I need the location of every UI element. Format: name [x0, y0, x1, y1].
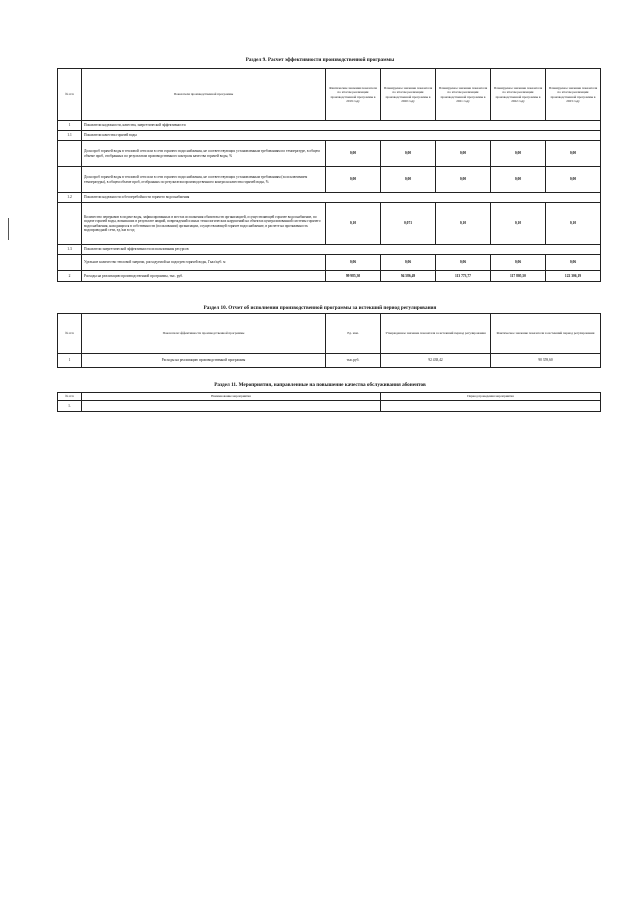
row-section-title: Показатели энергетической эффективности использования ресурсов	[82, 245, 601, 255]
row-num: 1.1	[58, 131, 82, 141]
table-row	[58, 271, 601, 282]
row-section-title: Показатели надежности, качества, энергетической эффективности	[82, 121, 601, 131]
table-row	[58, 255, 601, 271]
value-2020: 94 586,49	[381, 271, 436, 282]
row-indicator: Доля проб горячей воды в тепловой сети или в сети горячего водоснабжения, не соответствующих установленным требованиям (за исключением температуры), в общем объеме проб, отобранных по результатам производственного контроля качества горячей воды, %	[82, 167, 326, 193]
value-actual: 90 359,60	[491, 354, 601, 368]
value-2021: 113 773,77	[436, 271, 491, 282]
row-section-title: Показатели надежности и бесперебойности горячего водоснабжения	[82, 193, 601, 203]
header-name: Показатели эффективности производственной программы	[82, 314, 326, 354]
header-row	[58, 314, 601, 354]
value-2023: 122 306,19	[546, 271, 601, 282]
table-row	[58, 245, 601, 255]
value-2019: 0,00	[326, 167, 381, 193]
row-num: 2	[58, 271, 82, 282]
header-approved: Утвержденное значение показателя за истекший период регулирования	[381, 314, 491, 354]
value-2023: 0,06	[546, 255, 601, 271]
row-num	[58, 167, 82, 193]
row-num: 1.	[58, 401, 82, 412]
value-2019: 0,00	[326, 141, 381, 167]
table-row	[58, 141, 601, 167]
table-row	[58, 167, 601, 193]
header-name: Показатели производственной программы	[82, 69, 326, 121]
row-num: 1	[58, 121, 82, 131]
table-row	[58, 121, 601, 131]
header-2020: Планируемое значение показателя по итогам реализации производственной программы в 2020 году	[381, 69, 436, 121]
service-quality-table	[57, 392, 601, 412]
header-2022: Планируемое значение показателя по итогам реализации производственной программы в 2022 году	[491, 69, 546, 121]
value-2022: 117 805,50	[491, 271, 546, 282]
header-row	[58, 69, 601, 121]
value-2021: 0,10	[436, 203, 491, 245]
value-approved: 92 438,42	[381, 354, 491, 368]
table-row	[58, 354, 601, 368]
row-num: 1.2	[58, 193, 82, 203]
header-row	[58, 393, 601, 401]
table-row	[58, 131, 601, 141]
value-2022: 0,06	[491, 255, 546, 271]
row-unit: тыс.руб.	[326, 354, 381, 368]
scan-margin-mark	[8, 218, 9, 240]
value-2020: 0,071	[381, 203, 436, 245]
value-2021: 0,00	[436, 167, 491, 193]
table-row	[58, 203, 601, 245]
row-period	[381, 401, 601, 412]
value-2023: 0,00	[546, 141, 601, 167]
header-num: № п/п	[58, 314, 82, 354]
value-2023: 0,00	[546, 167, 601, 193]
value-2021: 0,00	[436, 141, 491, 167]
row-indicator: Удельное количество тепловой энергии, расходуемой на подогрев горячей воды, Гкал/куб. м	[82, 255, 326, 271]
value-2023: 0,10	[546, 203, 601, 245]
header-2023: Планируемое значение показателя по итогам реализации производственной программы в 2023 году	[546, 69, 601, 121]
value-2019: 0,06	[326, 255, 381, 271]
row-measure	[82, 401, 381, 412]
value-2021: 0,06	[436, 255, 491, 271]
row-num: 1.3	[58, 245, 82, 255]
header-2021: Планируемое значение показателя по итогам реализации производственной программы в 2021 году	[436, 69, 491, 121]
section10-caption: Раздел 10. Отчет об исполнении производственной программы за истекший период регулирования	[203, 305, 437, 311]
value-2020: 0,06	[381, 255, 436, 271]
value-2022: 0,00	[491, 141, 546, 167]
header-period: Период проведения мероприятия	[381, 393, 601, 401]
value-2022: 0,10	[491, 203, 546, 245]
row-num	[58, 141, 82, 167]
section11-caption: Раздел 11. Мероприятия, направленные на повышение качества обслуживания абонентов	[214, 382, 426, 388]
value-2019: 0,10	[326, 203, 381, 245]
header-2019: Фактические значения показателя по итогам реализации производственной программы в 2019 году	[326, 69, 381, 121]
row-num	[58, 255, 82, 271]
header-name: Наименование мероприятия	[82, 393, 381, 401]
value-2020: 0,00	[381, 167, 436, 193]
section9-caption: Раздел 9. Расчет эффективности производственной программы	[245, 57, 395, 63]
header-num: № п/п	[58, 69, 82, 121]
efficiency-table	[57, 68, 601, 282]
header-actual: Фактическое значение показателя за истекший период регулирования	[491, 314, 601, 354]
row-indicator: Доля проб горячей воды в тепловой сети или в сети горячего водоснабжения, не соответствующих установленным требованиям по температуре, в общем объеме проб, отобранных по результатам производственного контроля качества горячей воды, %	[82, 141, 326, 167]
row-indicator: Количество перерывов в подаче воды, зафиксированных в местах исполнения обязательств организацией, осуществляющей горячее водоснабжение, по подаче горячей воды, возникших в результате аварий, повреждений и иных технологических нарушений на объектах централизованной системы горячего водоснабжения, находящихся в собственности (пользовании) организации, осуществляющей горячее водоснабжение, в расчете на протяженность водопроводной сети, ед./км в год	[82, 203, 326, 245]
row-indicator: Расходы на реализацию производственной программы	[82, 354, 326, 368]
header-unit: Ед. изм.	[326, 314, 381, 354]
row-num: 1	[58, 354, 82, 368]
row-indicator: Расходы на реализацию производственной программы, тыс. руб.	[82, 271, 326, 282]
table-row	[58, 401, 601, 412]
value-2022: 0,00	[491, 167, 546, 193]
table-row	[58, 193, 601, 203]
header-num: № п/п	[58, 393, 82, 401]
value-2019: 99 985,30	[326, 271, 381, 282]
row-num	[58, 203, 82, 245]
execution-report-table	[57, 313, 601, 368]
value-2020: 0,00	[381, 141, 436, 167]
row-section-title: Показатели качества горячей воды	[82, 131, 601, 141]
